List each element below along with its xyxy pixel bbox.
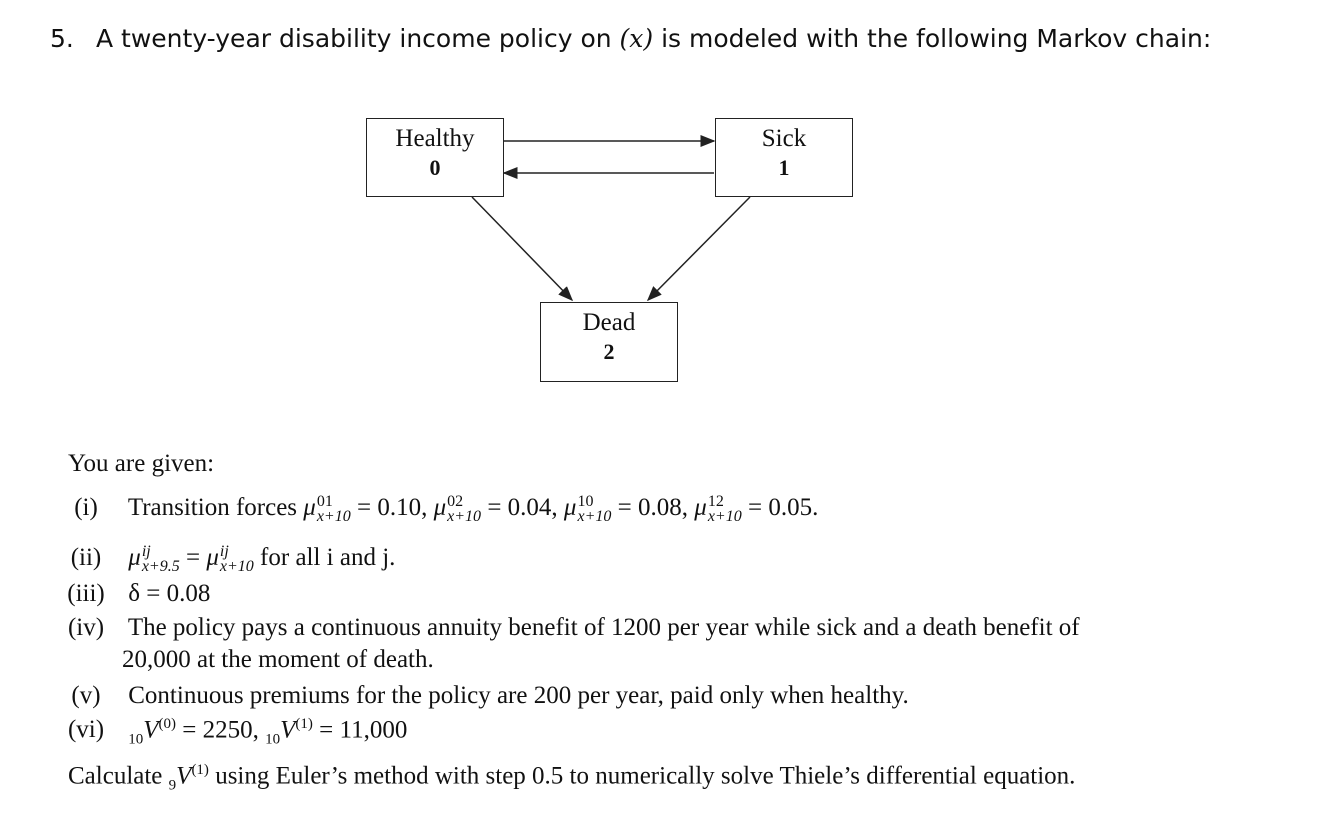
arrow-sick-to-dead [648, 197, 750, 300]
state-healthy [366, 118, 504, 197]
question-number: 5. [50, 24, 74, 53]
item-label: (iv) [67, 614, 105, 641]
reserve-v-symbol: V [176, 762, 192, 790]
item-label: (i) [74, 494, 98, 521]
given-intro: You are given: [68, 450, 215, 477]
state-dead [540, 302, 678, 382]
mu-symbol: μ [303, 494, 316, 521]
item-label: (ii) [70, 544, 102, 571]
item-vi-pre2: 10 [265, 731, 281, 748]
force-10-value: = 0.08, [617, 494, 688, 521]
final-post: using Euler’s method with step 0.5 to numerically solve Thiele’s differential equation. [215, 762, 1076, 790]
force-12-sub: x+10 [707, 508, 742, 526]
item-ii-sup-b: ij [219, 543, 229, 561]
given-item-iv [50, 614, 1080, 642]
item-vi-sup2: (1) [295, 716, 313, 732]
force-10-sup: 10 [577, 493, 594, 511]
force-01-value: = 0.10, [356, 494, 428, 521]
item-ii-sup-a: ij [141, 543, 151, 561]
force-02-value: = 0.04, [487, 494, 558, 521]
final-pre: Calculate [68, 762, 163, 790]
item-ii-tail: for all i and j. [260, 544, 396, 571]
given-item-vi [50, 716, 407, 748]
item-vi-pre1: 10 [128, 731, 144, 748]
reserve-v-symbol: V [280, 716, 296, 744]
final-instruction [68, 762, 1075, 794]
given-item-iii [50, 580, 210, 608]
item-label: (vi) [67, 716, 105, 744]
force-01-sub: x+10 [316, 508, 351, 526]
force-02-sub: x+10 [447, 508, 482, 526]
reserve-v-symbol: V [143, 716, 159, 744]
mu-symbol: μ [206, 544, 219, 571]
force-10-sub: x+10 [577, 508, 612, 526]
question-text-before: A twenty-year disability income policy on [96, 24, 612, 53]
arrow-healthy-to-dead [472, 197, 572, 300]
item-v-text: Continuous premiums for the policy are 200 per year, paid only when healthy. [128, 682, 909, 709]
force-12-sup: 12 [707, 493, 724, 511]
mu-symbol: μ [128, 544, 141, 571]
item-iv-line1: The policy pays a continuous annuity benefit of 1200 per year while sick and a death benefit of [127, 614, 1080, 641]
item-ii-sub-b: x+10 [219, 558, 254, 576]
given-item-v [50, 682, 909, 710]
item-iv-line2: 20,000 at the moment of death. [122, 646, 434, 673]
state-dead-num: 2 [603, 339, 615, 364]
force-12-value: = 0.05. [747, 494, 819, 521]
mu-symbol: μ [433, 494, 447, 521]
state-dead-name: Dead [582, 309, 636, 336]
item-ii-eq: = [185, 544, 201, 571]
item-label: (iii) [67, 580, 105, 607]
question-text-after: is modeled with the following Markov chain: [661, 24, 1212, 53]
force-02-sup: 02 [447, 493, 464, 511]
state-sick-num: 1 [778, 155, 790, 180]
final-sup: (1) [191, 762, 209, 778]
item-ii-sub-a: x+9.5 [141, 558, 180, 576]
given-item-i [50, 494, 818, 524]
item-label: (v) [71, 682, 101, 709]
item-vi-sup1: (0) [158, 716, 177, 732]
state-healthy-num: 0 [429, 155, 441, 180]
state-sick [715, 118, 853, 197]
item-iii-text: δ = 0.08 [128, 580, 211, 607]
question-variable: (x) [619, 24, 654, 53]
item-i-prefix: Transition forces [127, 494, 298, 521]
item-vi-val2: = 11,000 [319, 716, 408, 744]
given-item-ii [50, 544, 395, 574]
state-healthy-name: Healthy [395, 125, 475, 152]
force-01-sup: 01 [316, 493, 333, 511]
final-sub: 9 [168, 777, 177, 794]
given-item-iv-line2 [122, 646, 434, 674]
mu-symbol: μ [563, 494, 577, 521]
mu-symbol: μ [694, 494, 707, 521]
state-sick-name: Sick [761, 125, 807, 152]
item-vi-val1: = 2250, [182, 716, 259, 744]
